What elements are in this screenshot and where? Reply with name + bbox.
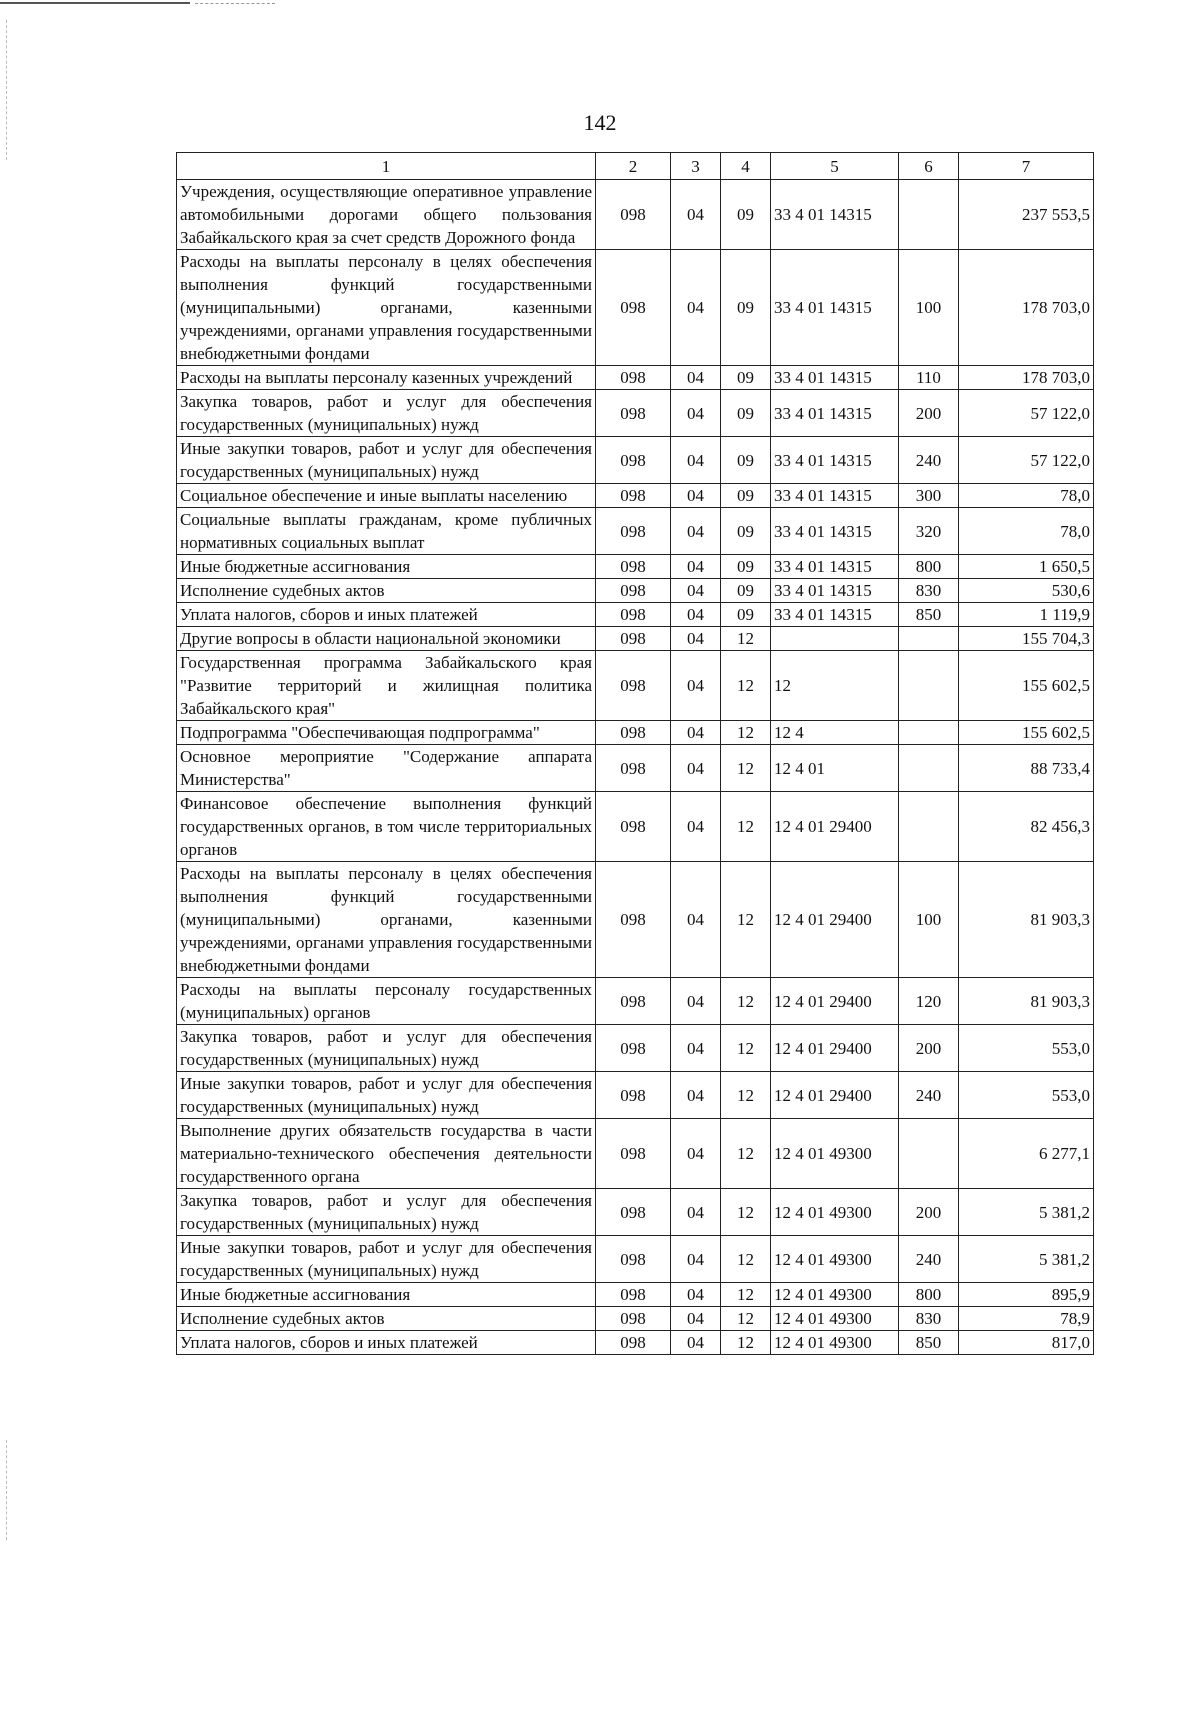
row-name: Финансовое обеспечение выполнения функций государственных органов, в том числе территориальных органов (177, 792, 596, 862)
cell-target-article (771, 627, 899, 651)
table-row (177, 603, 1094, 627)
cell-subsection: 12 (721, 1072, 771, 1119)
row-name: Уплата налогов, сборов и иных платежей (177, 603, 596, 627)
cell-section: 04 (671, 1119, 721, 1189)
cell-amount: 5 381,2 (959, 1236, 1094, 1283)
cell-section: 04 (671, 437, 721, 484)
cell-section: 04 (671, 603, 721, 627)
row-name: Выполнение других обязательств государства в части материально-технического обеспечения деятельности государственного органа (177, 1119, 596, 1189)
cell-section: 04 (671, 390, 721, 437)
row-name: Уплата налогов, сборов и иных платежей (177, 1331, 596, 1355)
cell-grbs: 098 (596, 651, 671, 721)
cell-subsection: 09 (721, 437, 771, 484)
cell-section: 04 (671, 651, 721, 721)
cell-target-article: 12 4 01 49300 (771, 1283, 899, 1307)
cell-subsection: 12 (721, 862, 771, 978)
cell-expense-type: 830 (899, 1307, 959, 1331)
cell-expense-type: 850 (899, 603, 959, 627)
cell-subsection: 12 (721, 792, 771, 862)
table-row (177, 745, 1094, 792)
budget-table (176, 152, 1094, 1355)
column-header: 5 (771, 153, 899, 180)
cell-grbs: 098 (596, 484, 671, 508)
cell-expense-type: 110 (899, 366, 959, 390)
table-row (177, 366, 1094, 390)
table-row (177, 579, 1094, 603)
cell-amount: 178 703,0 (959, 250, 1094, 366)
cell-section: 04 (671, 1025, 721, 1072)
row-name: Другие вопросы в области национальной экономики (177, 627, 596, 651)
cell-subsection: 09 (721, 250, 771, 366)
cell-grbs: 098 (596, 1025, 671, 1072)
cell-expense-type (899, 745, 959, 792)
cell-subsection: 12 (721, 1025, 771, 1072)
row-name: Основное мероприятие "Содержание аппарата Министерства" (177, 745, 596, 792)
cell-grbs: 098 (596, 721, 671, 745)
cell-expense-type (899, 792, 959, 862)
cell-target-article: 12 4 01 29400 (771, 1072, 899, 1119)
cell-expense-type (899, 180, 959, 250)
cell-subsection: 12 (721, 978, 771, 1025)
row-name: Государственная программа Забайкальского края "Развитие территорий и жилищная политика Забайкальского края" (177, 651, 596, 721)
cell-amount: 553,0 (959, 1072, 1094, 1119)
cell-grbs: 098 (596, 1307, 671, 1331)
cell-target-article: 12 4 01 49300 (771, 1236, 899, 1283)
page-number: 142 (583, 110, 617, 135)
cell-section: 04 (671, 508, 721, 555)
cell-subsection: 09 (721, 366, 771, 390)
cell-amount: 57 122,0 (959, 390, 1094, 437)
cell-amount: 237 553,5 (959, 180, 1094, 250)
cell-target-article: 33 4 01 14315 (771, 366, 899, 390)
cell-grbs: 098 (596, 792, 671, 862)
table-row (177, 978, 1094, 1025)
table-row (177, 250, 1094, 366)
table-row (177, 1236, 1094, 1283)
cell-amount: 81 903,3 (959, 862, 1094, 978)
cell-amount: 553,0 (959, 1025, 1094, 1072)
cell-target-article: 33 4 01 14315 (771, 437, 899, 484)
row-name: Иные закупки товаров, работ и услуг для обеспечения государственных (муниципальных) нужд (177, 437, 596, 484)
cell-target-article: 33 4 01 14315 (771, 180, 899, 250)
cell-subsection: 12 (721, 721, 771, 745)
table-row (177, 627, 1094, 651)
cell-amount: 78,9 (959, 1307, 1094, 1331)
scan-edge-line (195, 3, 275, 4)
cell-grbs: 098 (596, 1331, 671, 1355)
cell-target-article: 12 (771, 651, 899, 721)
cell-target-article: 12 4 (771, 721, 899, 745)
cell-expense-type: 240 (899, 437, 959, 484)
cell-subsection: 12 (721, 1189, 771, 1236)
table-row (177, 792, 1094, 862)
cell-grbs: 098 (596, 1283, 671, 1307)
cell-subsection: 12 (721, 1331, 771, 1355)
cell-target-article: 12 4 01 49300 (771, 1331, 899, 1355)
scan-margin-mark (6, 1440, 7, 1540)
cell-grbs: 098 (596, 555, 671, 579)
column-header: 4 (721, 153, 771, 180)
cell-expense-type: 100 (899, 862, 959, 978)
cell-amount: 5 381,2 (959, 1189, 1094, 1236)
cell-section: 04 (671, 1283, 721, 1307)
table-header-row (177, 153, 1094, 180)
cell-subsection: 12 (721, 1283, 771, 1307)
cell-expense-type: 300 (899, 484, 959, 508)
cell-expense-type: 830 (899, 579, 959, 603)
table-row (177, 1072, 1094, 1119)
cell-expense-type: 100 (899, 250, 959, 366)
cell-expense-type (899, 627, 959, 651)
row-name: Расходы на выплаты персоналу государственных (муниципальных) органов (177, 978, 596, 1025)
cell-section: 04 (671, 1331, 721, 1355)
cell-target-article: 33 4 01 14315 (771, 508, 899, 555)
cell-target-article: 33 4 01 14315 (771, 555, 899, 579)
table-row (177, 508, 1094, 555)
cell-subsection: 09 (721, 180, 771, 250)
cell-amount: 81 903,3 (959, 978, 1094, 1025)
row-name: Исполнение судебных актов (177, 1307, 596, 1331)
cell-grbs: 098 (596, 437, 671, 484)
table-row (177, 1189, 1094, 1236)
row-name: Исполнение судебных актов (177, 579, 596, 603)
row-name: Закупка товаров, работ и услуг для обеспечения государственных (муниципальных) нужд (177, 1189, 596, 1236)
cell-grbs: 098 (596, 978, 671, 1025)
cell-expense-type (899, 1119, 959, 1189)
table-row (177, 437, 1094, 484)
cell-subsection: 09 (721, 390, 771, 437)
row-name: Иные бюджетные ассигнования (177, 1283, 596, 1307)
cell-section: 04 (671, 180, 721, 250)
cell-target-article: 12 4 01 49300 (771, 1189, 899, 1236)
cell-grbs: 098 (596, 1236, 671, 1283)
cell-expense-type: 120 (899, 978, 959, 1025)
cell-expense-type: 240 (899, 1072, 959, 1119)
cell-target-article: 33 4 01 14315 (771, 390, 899, 437)
cell-target-article: 12 4 01 29400 (771, 862, 899, 978)
cell-grbs: 098 (596, 508, 671, 555)
cell-amount: 817,0 (959, 1331, 1094, 1355)
cell-subsection: 12 (721, 1307, 771, 1331)
cell-target-article: 12 4 01 29400 (771, 792, 899, 862)
column-header: 7 (959, 153, 1094, 180)
cell-target-article: 12 4 01 29400 (771, 1025, 899, 1072)
cell-amount: 895,9 (959, 1283, 1094, 1307)
cell-amount: 78,0 (959, 508, 1094, 555)
table-row (177, 1331, 1094, 1355)
row-name: Расходы на выплаты персоналу в целях обеспечения выполнения функций государственными (муниципальными) органами, казенными учреждениями, органами управления государственными внебюджетными фондами (177, 250, 596, 366)
cell-grbs: 098 (596, 1072, 671, 1119)
cell-target-article: 33 4 01 14315 (771, 250, 899, 366)
cell-section: 04 (671, 627, 721, 651)
cell-target-article: 33 4 01 14315 (771, 579, 899, 603)
row-name: Расходы на выплаты персоналу в целях обеспечения выполнения функций государственными (муниципальными) органами, казенными учреждениями, органами управления государственными внебюджетными фондами (177, 862, 596, 978)
cell-subsection: 12 (721, 745, 771, 792)
row-name: Закупка товаров, работ и услуг для обеспечения государственных (муниципальных) нужд (177, 1025, 596, 1072)
cell-expense-type: 320 (899, 508, 959, 555)
row-name: Подпрограмма "Обеспечивающая подпрограмма" (177, 721, 596, 745)
table-row (177, 484, 1094, 508)
cell-target-article: 12 4 01 49300 (771, 1307, 899, 1331)
cell-subsection: 09 (721, 603, 771, 627)
cell-target-article: 33 4 01 14315 (771, 603, 899, 627)
row-name: Иные бюджетные ассигнования (177, 555, 596, 579)
cell-grbs: 098 (596, 745, 671, 792)
cell-subsection: 09 (721, 508, 771, 555)
cell-section: 04 (671, 555, 721, 579)
cell-amount: 155 704,3 (959, 627, 1094, 651)
cell-expense-type: 200 (899, 390, 959, 437)
cell-grbs: 098 (596, 579, 671, 603)
cell-section: 04 (671, 978, 721, 1025)
column-header: 2 (596, 153, 671, 180)
row-name: Иные закупки товаров, работ и услуг для обеспечения государственных (муниципальных) нужд (177, 1072, 596, 1119)
cell-grbs: 098 (596, 250, 671, 366)
cell-section: 04 (671, 792, 721, 862)
cell-section: 04 (671, 745, 721, 792)
cell-grbs: 098 (596, 1119, 671, 1189)
table-body (177, 180, 1094, 1355)
table-row (177, 1119, 1094, 1189)
table-row (177, 555, 1094, 579)
cell-section: 04 (671, 1236, 721, 1283)
cell-amount: 530,6 (959, 579, 1094, 603)
cell-section: 04 (671, 250, 721, 366)
cell-grbs: 098 (596, 180, 671, 250)
cell-grbs: 098 (596, 862, 671, 978)
table-row (177, 651, 1094, 721)
cell-amount: 178 703,0 (959, 366, 1094, 390)
cell-expense-type: 800 (899, 555, 959, 579)
cell-amount: 78,0 (959, 484, 1094, 508)
table-row (177, 862, 1094, 978)
row-name: Закупка товаров, работ и услуг для обеспечения государственных (муниципальных) нужд (177, 390, 596, 437)
cell-expense-type (899, 651, 959, 721)
cell-section: 04 (671, 1072, 721, 1119)
cell-grbs: 098 (596, 1189, 671, 1236)
cell-subsection: 12 (721, 651, 771, 721)
cell-amount: 1 119,9 (959, 603, 1094, 627)
scan-edge-line (0, 2, 190, 4)
row-name: Социальные выплаты гражданам, кроме публичных нормативных социальных выплат (177, 508, 596, 555)
table-row (177, 1283, 1094, 1307)
cell-expense-type: 850 (899, 1331, 959, 1355)
cell-section: 04 (671, 1189, 721, 1236)
cell-expense-type: 240 (899, 1236, 959, 1283)
cell-expense-type (899, 721, 959, 745)
cell-subsection: 12 (721, 627, 771, 651)
row-name: Иные закупки товаров, работ и услуг для обеспечения государственных (муниципальных) нужд (177, 1236, 596, 1283)
cell-target-article: 12 4 01 29400 (771, 978, 899, 1025)
cell-target-article: 12 4 01 (771, 745, 899, 792)
cell-amount: 155 602,5 (959, 651, 1094, 721)
cell-section: 04 (671, 484, 721, 508)
cell-section: 04 (671, 862, 721, 978)
table-row (177, 721, 1094, 745)
row-name: Расходы на выплаты персоналу казенных учреждений (177, 366, 596, 390)
table-row (177, 1307, 1094, 1331)
cell-expense-type: 800 (899, 1283, 959, 1307)
cell-amount: 155 602,5 (959, 721, 1094, 745)
row-name: Социальное обеспечение и иные выплаты населению (177, 484, 596, 508)
scan-margin-mark (6, 20, 7, 160)
cell-subsection: 09 (721, 484, 771, 508)
column-header: 1 (177, 153, 596, 180)
cell-subsection: 09 (721, 579, 771, 603)
cell-grbs: 098 (596, 603, 671, 627)
table-row (177, 390, 1094, 437)
cell-subsection: 12 (721, 1119, 771, 1189)
table-row (177, 180, 1094, 250)
column-header: 6 (899, 153, 959, 180)
table-row (177, 1025, 1094, 1072)
cell-section: 04 (671, 366, 721, 390)
cell-target-article: 12 4 01 49300 (771, 1119, 899, 1189)
row-name: Учреждения, осуществляющие оперативное управление автомобильными дорогами общего пользования Забайкальского края за счет средств Дорожного фонда (177, 180, 596, 250)
cell-target-article: 33 4 01 14315 (771, 484, 899, 508)
cell-amount: 88 733,4 (959, 745, 1094, 792)
cell-amount: 57 122,0 (959, 437, 1094, 484)
cell-amount: 82 456,3 (959, 792, 1094, 862)
cell-grbs: 098 (596, 390, 671, 437)
cell-grbs: 098 (596, 627, 671, 651)
cell-amount: 1 650,5 (959, 555, 1094, 579)
column-header: 3 (671, 153, 721, 180)
cell-expense-type: 200 (899, 1189, 959, 1236)
cell-section: 04 (671, 1307, 721, 1331)
cell-grbs: 098 (596, 366, 671, 390)
cell-subsection: 12 (721, 1236, 771, 1283)
cell-subsection: 09 (721, 555, 771, 579)
cell-section: 04 (671, 721, 721, 745)
cell-section: 04 (671, 579, 721, 603)
cell-amount: 6 277,1 (959, 1119, 1094, 1189)
cell-expense-type: 200 (899, 1025, 959, 1072)
